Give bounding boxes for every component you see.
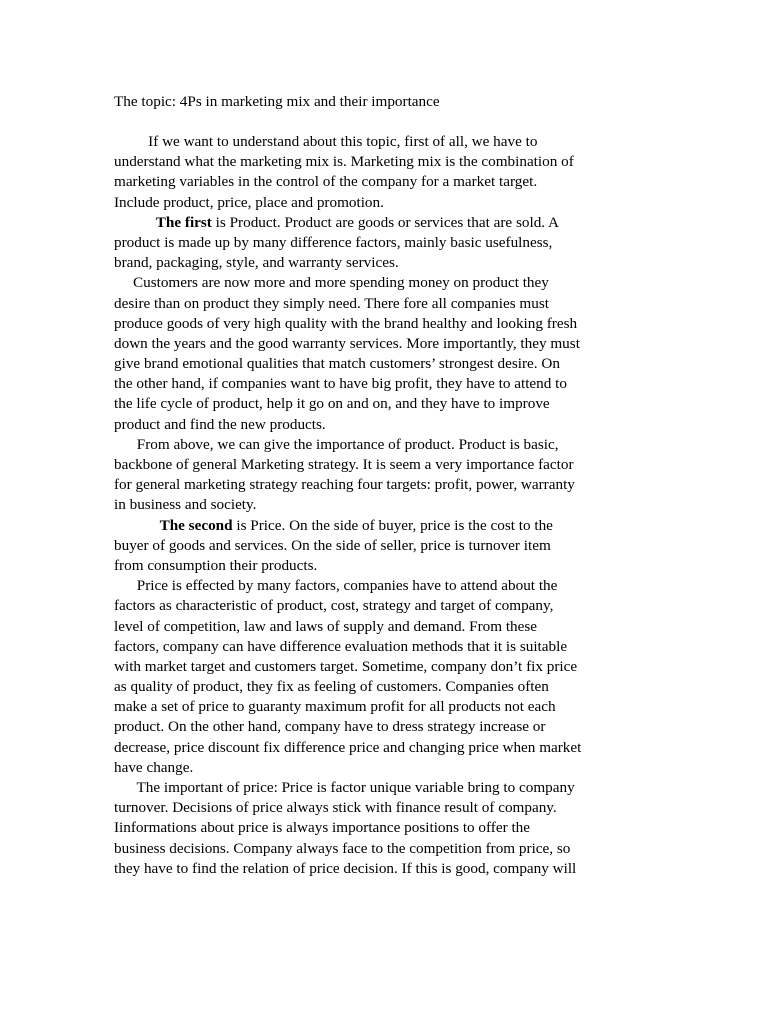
- line-text: From above, we can give the importance of product. Product is basic,: [136, 435, 559, 453]
- line-text: is Price. On the side of buyer, price is the cost to the: [232, 516, 553, 534]
- line-text: is Product. Product are goods or services that are sold. A: [211, 213, 560, 231]
- text-line: [114, 839, 581, 859]
- text-line: [114, 637, 581, 657]
- line-text: down the years and the good warranty services. More importantly, they must: [114, 334, 580, 352]
- line-text: with market target and customers target. Sometime, company don’t fix price: [114, 657, 578, 675]
- line-text: in business and society.: [114, 496, 257, 514]
- line-text: produce goods of very high quality with the brand healthy and looking fresh: [114, 314, 578, 332]
- text-line: [114, 294, 581, 314]
- line-text: Iinformations about price is always importance positions to offer the: [114, 819, 531, 837]
- text-line: [114, 213, 581, 233]
- document-title: The topic: 4Ps in marketing mix and their importance: [114, 93, 440, 110]
- line-text: give brand emotional qualities that match customers’ strongest desire. On: [114, 355, 560, 373]
- line-text: business decisions. Company always face to the competition from price, so: [114, 839, 571, 857]
- line-text: Include product, price, place and promotion.: [114, 193, 384, 211]
- text-line: [114, 697, 581, 717]
- line-indent: [114, 133, 148, 150]
- line-text: level of competition, law and laws of supply and demand. From these: [114, 617, 538, 635]
- line-text: factors, company can have difference evaluation methods that it is suitable: [114, 637, 568, 655]
- line-indent: [114, 436, 137, 453]
- line-text: brand, packaging, style, and warranty services.: [114, 254, 399, 272]
- line-text: turnover. Decisions of price always stick with finance result of company.: [114, 799, 557, 817]
- text-line: [114, 253, 581, 273]
- text-line: [114, 798, 581, 818]
- line-indent: [114, 274, 133, 291]
- text-line: [114, 677, 581, 697]
- line-text: Price is effected by many factors, companies have to attend about the: [136, 577, 558, 595]
- line-text: factors as characteristic of product, cost, strategy and target of company,: [114, 597, 554, 615]
- text-line: [114, 334, 581, 354]
- line-text: desire than on product they simply need. There fore all companies must: [114, 294, 549, 312]
- line-text: have change.: [114, 758, 194, 776]
- text-line: [114, 717, 581, 737]
- section-lead-bold: The first: [155, 213, 212, 231]
- text-line: [114, 435, 581, 455]
- line-text: the other hand, if companies want to have big profit, they have to attend to: [114, 375, 567, 393]
- line-indent: [114, 779, 137, 796]
- line-text: product and find the new products.: [114, 415, 326, 433]
- text-line: [114, 576, 581, 596]
- line-text: buyer of goods and services. On the side of seller, price is turnover item: [114, 536, 551, 554]
- section-lead-bold: The second: [159, 516, 233, 534]
- line-text: make a set of price to guaranty maximum profit for all products not each: [114, 698, 556, 716]
- text-line: [114, 818, 581, 838]
- line-indent: [114, 517, 160, 534]
- text-line: [114, 455, 581, 475]
- text-line: [114, 193, 581, 213]
- line-text: decrease, price discount fix difference price and changing price when market: [114, 738, 582, 756]
- line-text: as quality of product, they fix as feeling of customers. Companies often: [114, 678, 549, 696]
- line-text: product is made up by many difference factors, mainly basic usefulness,: [114, 233, 553, 251]
- text-line: [114, 556, 581, 576]
- text-line: [114, 152, 581, 172]
- text-line: [114, 657, 581, 677]
- text-line: [114, 596, 581, 616]
- line-text: for general marketing strategy reaching four targets: profit, power, warranty: [114, 476, 575, 494]
- line-text: the life cycle of product, help it go on and on, and they have to improve: [114, 395, 550, 413]
- line-text: marketing variables in the control of the company for a market target.: [114, 173, 538, 191]
- text-line: [114, 617, 581, 637]
- text-line: [114, 495, 581, 515]
- text-line: [114, 233, 581, 253]
- line-text: If we want to understand about this topic, first of all, we have to: [148, 133, 538, 150]
- text-line: [114, 374, 581, 394]
- text-line: [114, 758, 581, 778]
- line-text: Customers are now more and more spending money on product they: [132, 274, 549, 292]
- text-line: [114, 738, 581, 758]
- line-text: they have to find the relation of price decision. If this is good, company will: [114, 859, 577, 877]
- line-indent: [114, 214, 156, 231]
- text-line: [114, 172, 581, 192]
- text-line: [114, 536, 581, 556]
- line-indent: [114, 577, 137, 594]
- text-line: [114, 778, 581, 798]
- text-line: [114, 273, 581, 293]
- text-line: [114, 516, 581, 536]
- line-text: The important of price: Price is factor unique variable bring to company: [136, 779, 575, 796]
- text-line: [114, 394, 581, 414]
- text-line: [114, 354, 581, 374]
- text-line: [114, 314, 581, 334]
- text-line: [114, 859, 581, 879]
- line-text: understand what the marketing mix is. Marketing mix is the combination of: [114, 153, 574, 171]
- line-text: product. On the other hand, company have to dress strategy increase or: [114, 718, 546, 736]
- document-body: [114, 132, 581, 879]
- line-text: from consumption their products.: [114, 556, 318, 574]
- text-line: [114, 132, 581, 152]
- line-text: backbone of general Marketing strategy. It is seem a very importance factor: [114, 456, 574, 473]
- text-line: [114, 415, 581, 435]
- text-line: [114, 475, 581, 495]
